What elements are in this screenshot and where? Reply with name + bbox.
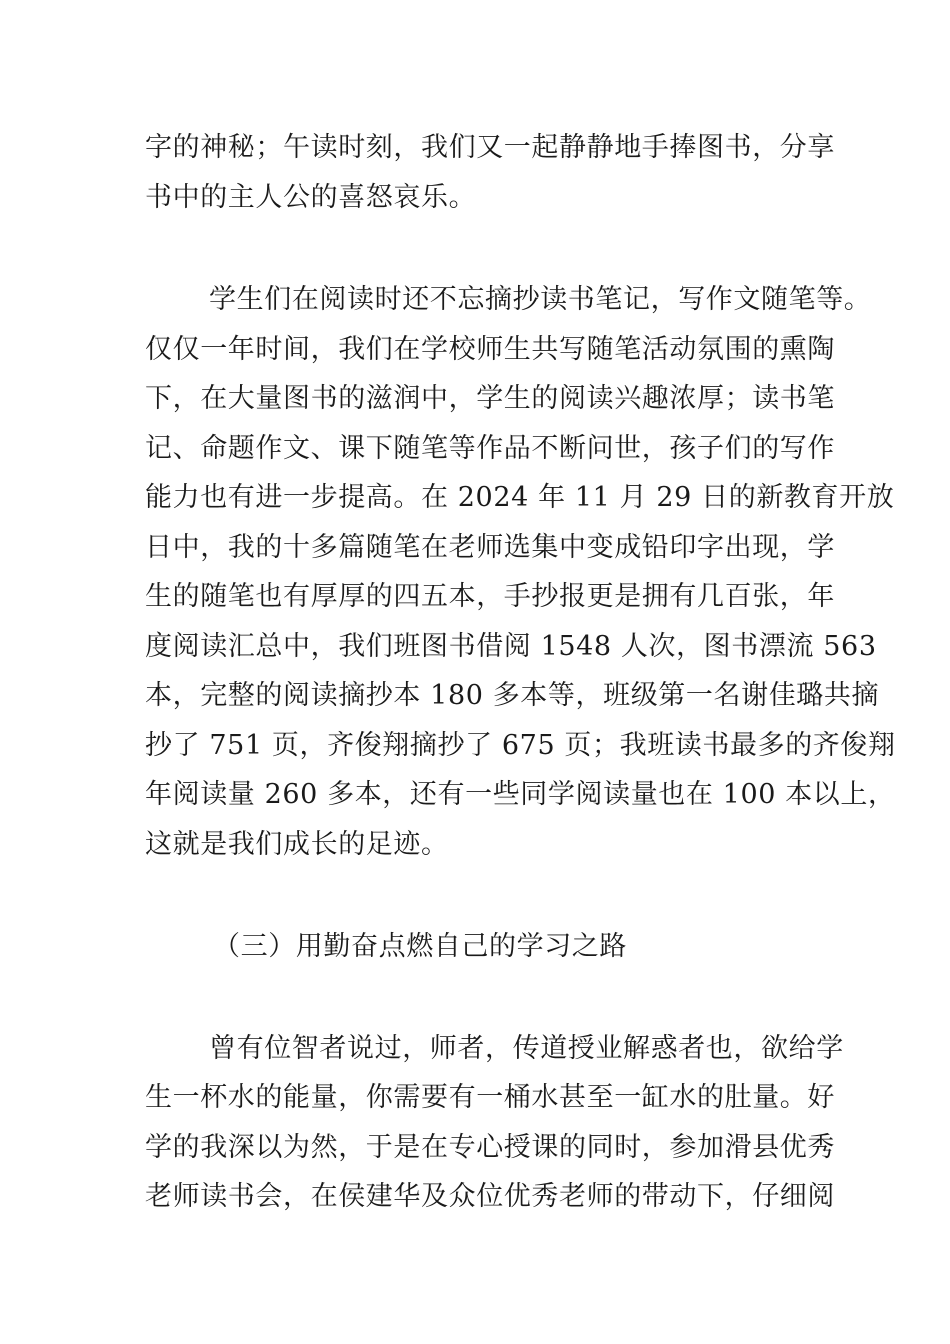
paragraph-2-line-4: 记、命题作文、课下随笔等作品不断问世，孩子们的写作 (145, 433, 835, 464)
paragraph-2-line-2: 仅仅一年时间，我们在学校师生共写随笔活动氛围的熏陶 (145, 334, 835, 365)
paragraph-2-line-8: 度阅读汇总中，我们班图书借阅 1548 人次，图书漂流 563 (145, 631, 877, 662)
paragraph-3-line-3: 学的我深以为然，于是在专心授课的同时，参加滑县优秀 (145, 1132, 835, 1163)
paragraph-2-line-1: 学生们在阅读时还不忘摘抄读书笔记，写作文随笔等。 (209, 284, 872, 315)
paragraph-2-line-11: 年阅读量 260 多本，还有一些同学阅读量也在 100 本以上， (145, 779, 896, 810)
paragraph-2-line-12: 这就是我们成长的足迹。 (145, 829, 449, 860)
paragraph-2-line-7: 生的随笔也有厚厚的四五本，手抄报更是拥有几百张，年 (145, 581, 835, 612)
paragraph-3-line-2: 生一杯水的能量，你需要有一桶水甚至一缸水的肚量。好 (145, 1082, 835, 1113)
section-heading: （三）用勤奋点燃自己的学习之路 (213, 931, 627, 962)
paragraph-2-line-10: 抄了 751 页，齐俊翔摘抄了 675 页；我班读书最多的齐俊翔 (145, 730, 896, 761)
paragraph-1-line-1: 字的神秘；午读时刻，我们又一起静静地手捧图书，分享 (145, 132, 835, 163)
paragraph-3-line-4: 老师读书会，在侯建华及众位优秀老师的带动下，仔细阅 (145, 1181, 835, 1212)
paragraph-2-line-9: 本，完整的阅读摘抄本 180 多本等，班级第一名谢佳璐共摘 (145, 680, 880, 711)
paragraph-1-line-2: 书中的主人公的喜怒哀乐。 (145, 182, 477, 213)
paragraph-2-line-5: 能力也有进一步提高。在 2024 年 11 月 29 日的新教育开放 (145, 482, 895, 513)
paragraph-2-line-3: 下，在大量图书的滋润中，学生的阅读兴趣浓厚；读书笔 (145, 383, 835, 414)
paragraph-3-line-1: 曾有位智者说过，师者，传道授业解惑者也，欲给学 (209, 1033, 844, 1064)
paragraph-2-line-6: 日中，我的十多篇随笔在老师选集中变成铅印字出现，学 (145, 532, 835, 563)
